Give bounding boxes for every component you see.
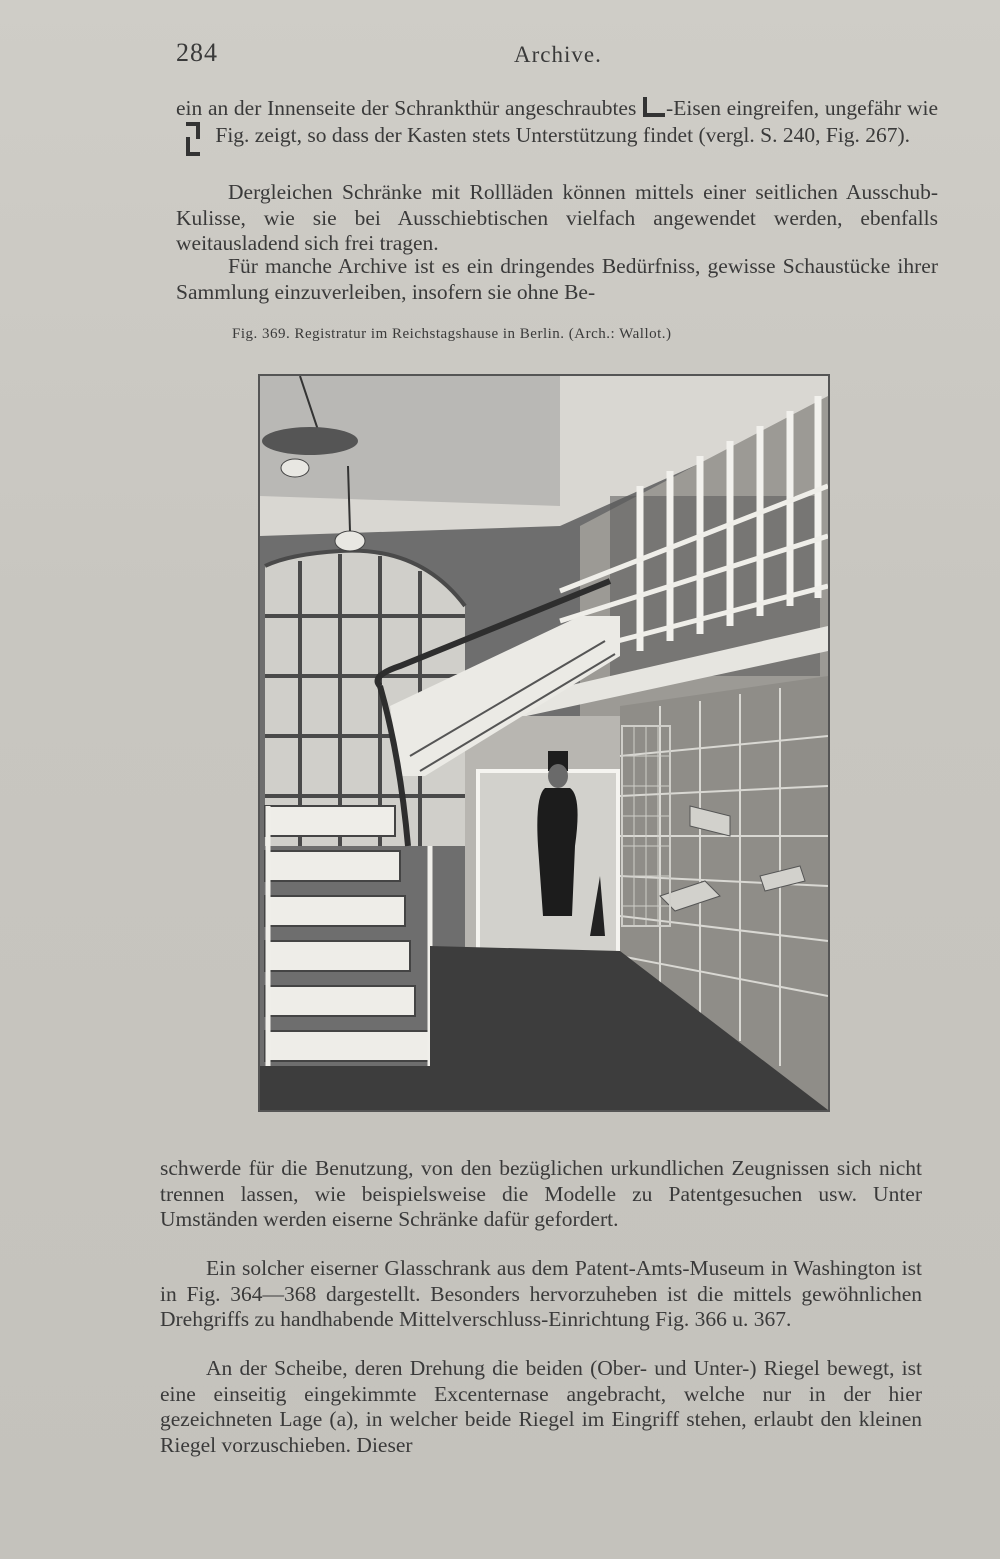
l-bracket-symbol [643,97,665,117]
page-number: 284 [176,38,218,67]
running-title: Archive. [514,42,602,67]
paragraph-5: Ein solcher eiserner Glasschrank aus dem Patent-Amts-Museum in Washington ist in Fig. 364—368 dargestellt. Besonders hervorzuheben ist die mittels gewöhnlichen Drehgriffs zu handhabende Mittelverschluss-Einrichtung Fig. 366 u. 367. [160,1256,922,1331]
figure-photograph [258,374,830,1112]
archive-registry-photo [260,376,828,1110]
paragraph-2: Dergleichen Schränke mit Rollläden können mittels einer seitlichen Ausschub-Kulisse, wie sie bei Ausschiebtischen vielfach angewendet werden, ebenfalls weitausladend sich frei tragen. [176,180,938,255]
paragraph-6: An der Scheibe, deren Drehung die beiden (Ober- und Unter-) Riegel bewegt, ist eine einseitig eingekimmte Excenternase angebracht, welche nur in der hier gezeichneten Lage (a), in welcher beide Riegel im Eingriff stehen, erlaubt den kleinen Riegel vorzuschieben. Dieser [160,1356,922,1457]
figure-caption: Fig. 369. Registratur im Reichstagshause in Berlin. (Arch.: Wallot.) [232,326,672,342]
paragraph-4: schwerde für die Benutzung, von den bezüglichen urkundlichen Zeugnissen sich nicht trennen lassen, wie beispielsweise die Modelle zu Patentgesuchen usw. Unter Umständen werden eiserne Schränke dafür gefordert. [160,1156,922,1231]
paragraph-1-part-b: -Eisen eingreifen, ungefähr wie [666,96,938,120]
paragraph-1 [176,96,938,156]
paragraph-1-part-a: ein an der Innenseite der Schrankthür angeschraubtes [176,96,643,120]
page-header [176,38,936,78]
paragraph-1-part-c: Fig. zeigt, so dass der Kasten stets Unterstützung findet (vergl. S. 240, Fig. 267). [210,122,911,147]
z-bracket-symbol [186,122,200,156]
paragraph-3: Für manche Archive ist es ein dringendes Bedürfniss, gewisse Schaustücke ihrer Sammlung einzuverleiben, insofern sie ohne Be- [176,254,938,304]
